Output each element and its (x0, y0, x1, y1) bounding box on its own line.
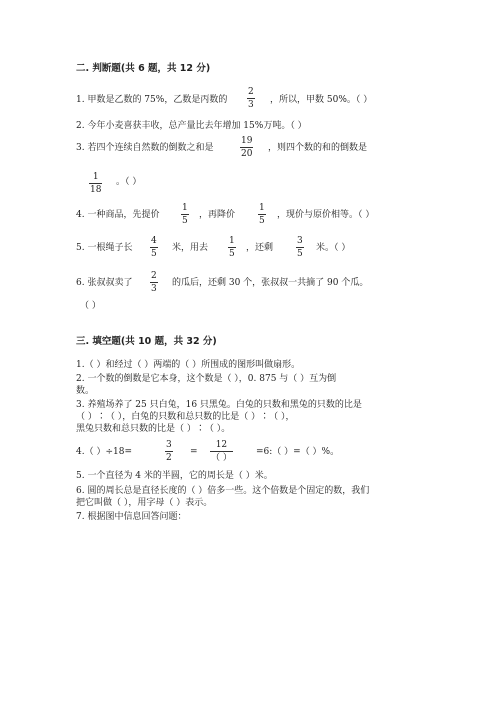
section-2-title: 二. 判断题(共 6 题，共 12 分) (76, 63, 211, 74)
fraction-denominator: 5 (151, 249, 157, 259)
fraction-numerator: 1 (182, 203, 188, 213)
fraction-denominator: 3 (151, 284, 157, 294)
q2-4-text-c: ，现价与原价相等。（ ） (277, 210, 375, 220)
q3-6-line-1: 6. 圆的周长总是直径长度的（ ）倍多一些。这个倍数是个固定的数，我们 (76, 486, 370, 496)
fraction-numerator: 1 (92, 172, 99, 182)
q2-4-fraction-2 (258, 203, 266, 226)
q2-4-fraction (181, 203, 189, 226)
q2-5-fraction-2 (228, 236, 236, 259)
section-3-title: 三. 填空题(共 10 题，共 32 分) (76, 336, 217, 347)
q3-4-equals: = (190, 447, 198, 457)
q2-5-text-d: 米。（ ） (316, 243, 351, 253)
q2-5-text-a: 5. 一根绳子长 (76, 243, 133, 253)
q3-5-text: 5. 一个直径为 4 米的半圆，它的周长是（ ）米。 (76, 471, 273, 481)
q2-6-fraction (150, 271, 158, 294)
q3-6-line-2: 把它叫做（ ），用字母（ ）表示。 (76, 498, 213, 508)
q2-5-fraction (150, 236, 158, 259)
q2-3-text-b: ，则四个数的和的倒数是 (268, 143, 368, 153)
fraction-denominator: 2 (166, 453, 172, 463)
q2-5-text-b: 米，用去 (172, 243, 209, 253)
q2-3-fraction-2 (89, 172, 102, 195)
q3-7-text: 7. 根据图中信息回答问题： (76, 512, 187, 522)
q2-6-text-c: （ ） (80, 301, 101, 311)
q2-1-fraction (247, 87, 255, 110)
fraction-numerator: 12 (215, 440, 228, 450)
q3-4-fraction (165, 440, 173, 463)
q3-3-line-1: 3. 养殖场养了 25 只白兔，16 只黑兔。白兔的只数和黑兔的只数的比是 (76, 400, 362, 410)
fraction-denominator: 5 (259, 216, 265, 226)
q2-2-text: 2. 今年小麦喜获丰收，总产量比去年增加 15%万吨。（ ） (76, 121, 307, 131)
q3-4-fraction-2 (210, 440, 233, 463)
q2-4-text-b: ，再降价 (199, 210, 236, 220)
q2-4-text-a: 4. 一种商品，先提价 (76, 210, 160, 220)
fraction-numerator: 4 (151, 236, 157, 246)
fraction-denominator: 20 (241, 149, 253, 159)
fraction-numerator: 1 (229, 236, 235, 246)
q3-1-text: 1.（ ）和经过（ ）两端的（ ）所围成的图形叫做扇形。 (76, 360, 301, 370)
q3-4-text-b: =6:（ ）=（ ）%。 (256, 447, 340, 457)
fraction-numerator: 3 (166, 440, 172, 450)
q3-3-line-3: 黑兔只数和总只数的比是（ ）∶（ ）。 (76, 424, 231, 434)
q3-4-text-a: 4.（ ）÷18= (76, 447, 132, 457)
q2-1-text-a: 1. 甲数是乙数的 75%，乙数是丙数的 (76, 95, 228, 105)
fraction-denominator: （ ） (211, 453, 232, 463)
q2-3-text-c: 。（ ） (116, 177, 142, 187)
fraction-numerator: 3 (297, 236, 303, 246)
q2-1-text-b: ，所以，甲数 50%。（ ） (270, 95, 373, 105)
fraction-denominator: 5 (182, 216, 188, 226)
fraction-denominator: 5 (229, 249, 235, 259)
fraction-numerator: 1 (259, 203, 265, 213)
fraction-denominator: 3 (248, 100, 254, 110)
fraction-numerator: 19 (241, 136, 253, 146)
fraction-denominator: 5 (297, 249, 303, 259)
q3-3-line-2: （ ）∶（ ），白兔的只数和总只数的比是（ ）∶（ ）， (76, 412, 295, 422)
fraction-numerator: 2 (151, 271, 157, 281)
q2-3-fraction (240, 136, 253, 159)
q2-6-text-a: 6. 张叔叔卖了 (76, 278, 133, 288)
q2-6-text-b: 的瓜后，还剩 30 个，张叔叔一共摘了 90 个瓜。 (172, 278, 369, 288)
q2-5-fraction-3 (296, 236, 304, 259)
fraction-denominator: 18 (90, 185, 102, 195)
fraction-numerator: 2 (248, 87, 254, 97)
q3-2-line-1: 2. 一个数的倒数是它本身，这个数是（ ），0. 875 与（ ）互为倒 (76, 374, 337, 384)
q3-2-line-2: 数。 (76, 386, 95, 396)
q2-5-text-c: ，还剩 (246, 243, 274, 253)
q2-3-text-a: 3. 若四个连续自然数的倒数之和是 (76, 143, 214, 153)
